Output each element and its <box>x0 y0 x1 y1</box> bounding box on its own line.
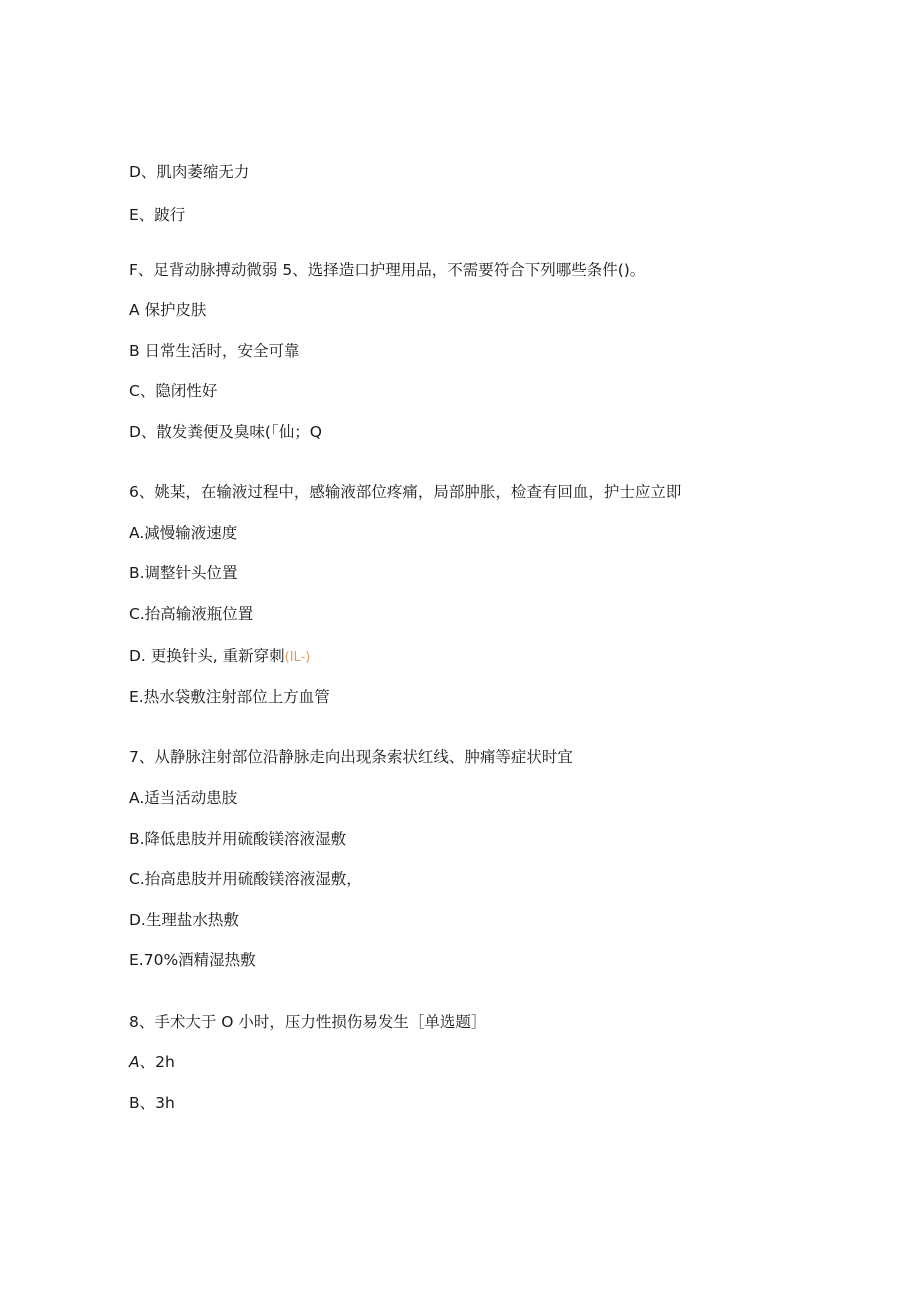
option-a-letter: A <box>129 1053 140 1071</box>
option-b-3h: B、3h <box>129 1094 175 1112</box>
option-d-replace-needle <box>129 646 310 668</box>
option-e-limp: E、跛行 <box>129 206 186 224</box>
option-a-move-limb: A.适当活动患肢 <box>129 789 238 807</box>
annotation-mark: (IL-) <box>284 650 311 665</box>
option-d-replace-needle-text: D. 更换针头, 重新穿刺 <box>129 647 285 665</box>
option-a-slow-infusion: A.减慢输液速度 <box>129 524 238 542</box>
option-e-alcohol-compress: E.70%酒精湿热敷 <box>129 951 256 969</box>
question-6-stem: 6、姚某，在输液过程中，感输液部位疼痛，局部肿胀，检查有回血，护士应立即 <box>129 483 682 501</box>
option-a-2h <box>129 1052 175 1072</box>
option-c-concealment: C、隐闭性好 <box>129 382 218 400</box>
question-8-stem: 8、手术大于 O 小时，压力性损伤易发生［单选题］ <box>129 1013 487 1031</box>
option-c-raise-limb: C.抬高患肢并用硫酸镁溶液湿敷， <box>129 870 362 888</box>
option-a-protect-skin: A 保护皮肤 <box>129 301 207 319</box>
option-e-hot-water-bag: E.热水袋敷注射部位上方血管 <box>129 688 330 706</box>
option-d-saline-compress: D.生理盐水热敷 <box>129 911 239 929</box>
option-d-odor: D、散发粪便及臭味(「仙；Q <box>129 423 322 441</box>
option-b-daily-safe: B 日常生活时，安全可靠 <box>129 342 300 360</box>
option-b-lower-limb: B.降低患肢并用硫酸镁溶液湿敷 <box>129 830 347 848</box>
option-c-raise-bottle: C.抬高输液瓶位置 <box>129 605 254 623</box>
question-7-stem: 7、从静脉注射部位沿静脉走向出现条索状红线、肿痛等症状时宜 <box>129 748 573 766</box>
option-d-muscle-atrophy: D、肌肉萎缩无力 <box>129 163 250 181</box>
option-a-2h-text: 、2h <box>139 1053 175 1071</box>
option-b-adjust-needle: B.调整针头位置 <box>129 564 238 582</box>
question-5-stem: F、足背动脉搏动微弱 5、选择造口护理用品，不需要符合下列哪些条件()。 <box>129 261 646 279</box>
